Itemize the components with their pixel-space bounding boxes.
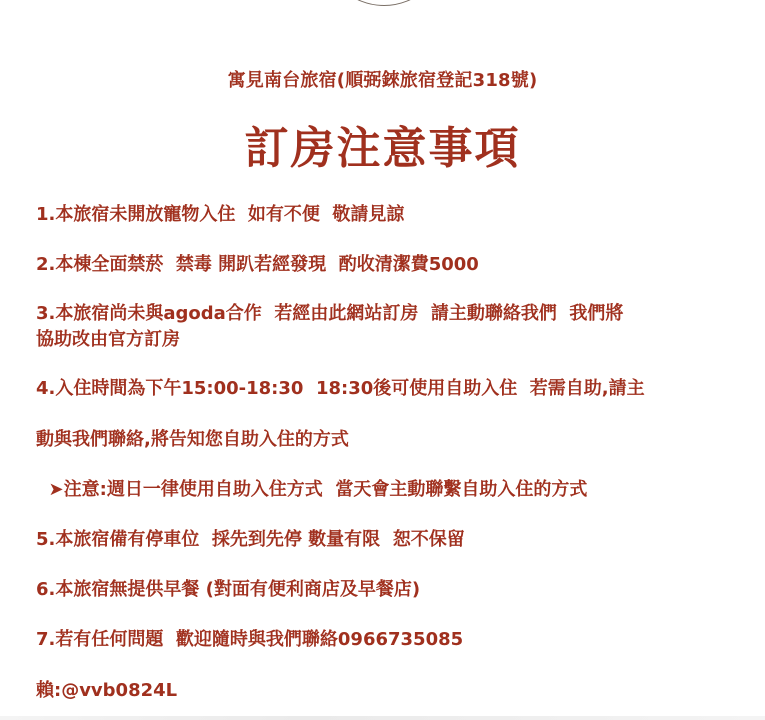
rule-note-sunday: ➤注意:週日一律使用自助入住方式 當天會主動聯繫自助入住的方式 bbox=[36, 479, 588, 500]
rule-item-3: 3.本旅宿尚未與agoda合作 若經由此網站訂房 請主動聯絡我們 我們將 協助改由官方訂房 bbox=[36, 303, 624, 350]
rule-item-4-continued: 動與我們聯絡,將告知您自助入住的方式 bbox=[36, 429, 349, 450]
rule-item-1: 1.本旅宿未開放寵物入住 如有不便 敬請見諒 bbox=[36, 204, 405, 225]
rule-item-4: 4.入住時間為下午15:00-18:30 18:30後可使用自助入住 若需自助,請主 bbox=[36, 378, 645, 399]
logo-ring-svg bbox=[323, 0, 447, 7]
line-contact-id: 賴:@vvb0824L bbox=[36, 680, 178, 701]
rule-item-6: 6.本旅宿無提供早餐 (對面有便利商店及早餐店) bbox=[36, 579, 421, 600]
hostel-logo-seal bbox=[322, 0, 446, 6]
bottom-divider bbox=[0, 716, 765, 720]
page-title: 訂房注意事項 bbox=[244, 123, 521, 174]
hostel-name-subtitle: 寓見南台旅宿(順弼錸旅宿登記318號) bbox=[227, 70, 538, 91]
rule-item-2: 2.本棟全面禁菸 禁毒 開趴若經發現 酌收清潔費5000 bbox=[36, 254, 479, 275]
rule-item-7: 7.若有任何問題 歡迎隨時與我們聯絡0966735085 bbox=[36, 629, 464, 650]
rule-item-5: 5.本旅宿備有停車位 採先到先停 數量有限 恕不保留 bbox=[36, 529, 465, 550]
